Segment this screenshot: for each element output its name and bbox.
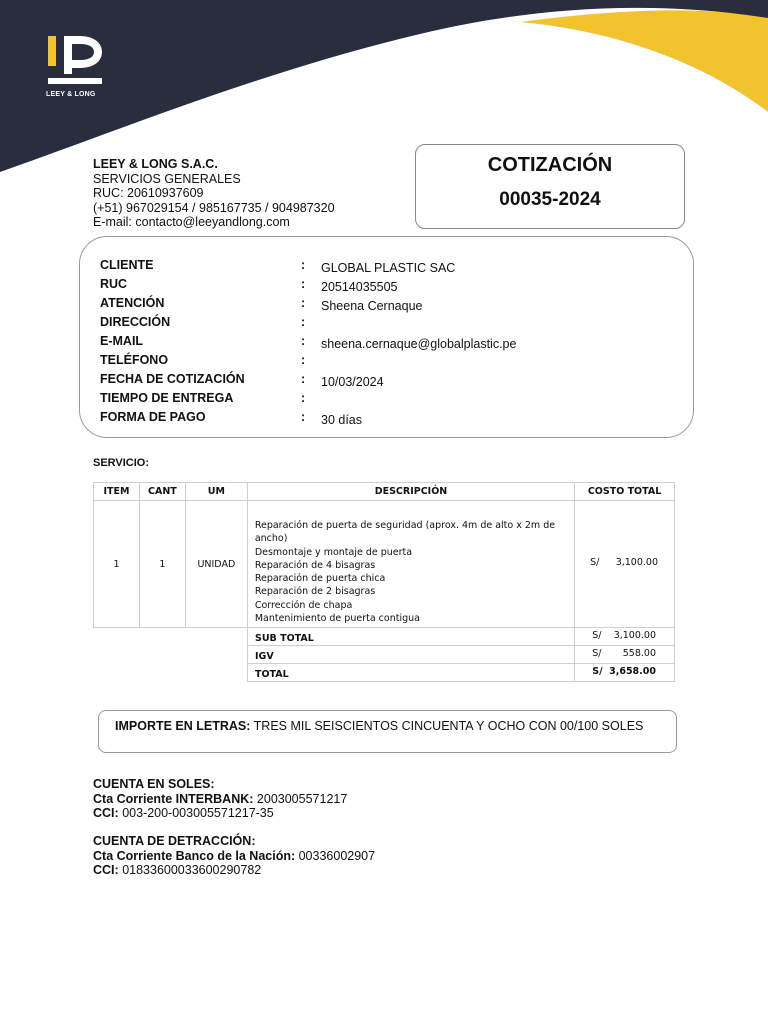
colon: : (301, 372, 306, 386)
colon: : (301, 391, 306, 405)
currency-symbol: S/ (590, 557, 600, 569)
desc-line: Reparación de puerta chica (254, 573, 386, 585)
client-label: DIRECCIÓN (100, 315, 171, 329)
client-info-box (79, 236, 694, 438)
client-label: FECHA DE COTIZACIÓN (100, 372, 245, 386)
colon: : (301, 353, 306, 367)
client-label: FORMA DE PAGO (100, 410, 206, 424)
cell-um: UNIDAD (185, 501, 247, 628)
desc-line: Reparación de 2 bisagras (254, 586, 376, 598)
client-row-fecha (100, 372, 680, 391)
header-cant: CANT (139, 483, 185, 501)
client-value: GLOBAL PLASTIC SAC (321, 261, 456, 275)
client-label: E-MAIL (100, 334, 144, 348)
client-value: Sheena Cernaque (321, 299, 423, 313)
service-table (93, 482, 675, 628)
client-row-telefono (100, 353, 680, 372)
header-costo-total: COSTO TOTAL (575, 483, 675, 501)
subtotal-label: SUB TOTAL (248, 628, 575, 646)
amount: 3,100.00 (613, 630, 656, 641)
client-value: 30 días (321, 413, 363, 427)
colon: : (301, 296, 306, 310)
colon: : (301, 334, 306, 348)
client-row-atencion (100, 296, 680, 315)
bank-heading: CUENTA DE DETRACCIÓN: (93, 834, 256, 848)
company-ruc: RUC: 20610937609 (93, 186, 204, 200)
header-item: ITEM (94, 483, 140, 501)
desc-line: Desmontaje y montaje de puerta (254, 546, 413, 558)
bank-account-detraccion (93, 834, 375, 878)
desc-line: Reparación de 4 bisagras (254, 559, 376, 571)
bank-heading: CUENTA EN SOLES: (93, 777, 215, 791)
bank-cci-label: CCI: (93, 863, 119, 877)
quote-title: COTIZACIÓN (487, 154, 613, 176)
company-email: E-mail: contacto@leeyandlong.com (93, 215, 290, 229)
amount: 3,658.00 (609, 666, 656, 677)
bank-cci-number: 003-200-003005571217-35 (122, 806, 274, 820)
amount-in-words (115, 719, 643, 733)
bank-cci-number: 01833600033600290782 (122, 863, 262, 877)
colon: : (301, 258, 306, 272)
bank-account-label: Cta Corriente INTERBANK: (93, 791, 254, 806)
totals-table (247, 627, 675, 682)
client-row-pago (100, 410, 680, 429)
desc-line: Mantenimiento de puerta contigua (254, 613, 420, 625)
total-label: TOTAL (248, 664, 575, 682)
bank-account-soles (93, 777, 347, 821)
client-row-ruc (100, 277, 680, 296)
table-row (94, 501, 675, 628)
bank-cci-label: CCI: (93, 806, 119, 820)
currency-symbol: S/ (592, 630, 602, 641)
client-row-cliente (100, 258, 680, 277)
currency-symbol: S/ (592, 648, 602, 659)
colon: : (301, 410, 306, 424)
cell-costo-total (575, 501, 675, 628)
bank-account-line (93, 792, 347, 807)
company-phones: (+51) 967029154 / 985167735 / 904987320 (93, 200, 335, 215)
header-descripcion: DESCRIPCIÓN (247, 483, 574, 501)
desc-line: Reparación de puerta de seguridad (aprox. 4m de alto x 2m de ancho) (254, 520, 556, 545)
client-label: TIEMPO DE ENTREGA (100, 391, 234, 405)
cell-cant: 1 (139, 501, 185, 628)
bank-account-number: 00336002907 (298, 848, 376, 863)
quote-number: 00035-2024 (499, 189, 601, 210)
igv-label: IGV (248, 646, 575, 664)
table-header-row (94, 483, 675, 501)
colon: : (301, 277, 306, 291)
colon: : (301, 315, 306, 329)
bank-account-label: Cta Corriente Banco de la Nación: (93, 848, 296, 863)
company-name: LEEY & LONG S.A.C. (93, 157, 218, 171)
total-row (248, 664, 675, 682)
client-label: TELÉFONO (100, 353, 169, 367)
desc-line: Corrección de chapa (254, 599, 353, 611)
header-um: UM (185, 483, 247, 501)
service-label: SERVICIO: (93, 457, 150, 469)
client-value: 20514035505 (321, 280, 398, 294)
cell-item: 1 (94, 501, 140, 628)
client-row-direccion (100, 315, 680, 334)
amount-in-words-box (98, 710, 677, 753)
amount: 3,100.00 (615, 557, 658, 569)
client-label: ATENCIÓN (100, 296, 165, 310)
client-row-email (100, 334, 680, 353)
quote-box (415, 144, 685, 229)
bank-account-line (93, 849, 375, 864)
igv-value (575, 646, 675, 664)
client-value: sheena.cernaque@globalplastic.pe (321, 337, 517, 351)
total-value (575, 664, 675, 682)
company-info (93, 157, 335, 230)
bank-cci-line (93, 806, 347, 821)
client-label: RUC (100, 277, 128, 291)
subtotal-row (248, 628, 675, 646)
company-subtitle: SERVICIOS GENERALES (93, 171, 241, 186)
money-value (575, 557, 674, 571)
amount-in-words-label: IMPORTE EN LETRAS: (115, 719, 251, 733)
logo-text: LEEY & LONG (46, 91, 96, 98)
subtotal-value (575, 628, 675, 646)
igv-row (248, 646, 675, 664)
client-value: 10/03/2024 (321, 375, 384, 389)
yellow-swoosh (520, 10, 768, 112)
bank-account-number: 2003005571217 (256, 791, 348, 806)
amount-in-words-value: TRES MIL SEISCIENTOS CINCUENTA Y OCHO CON 00/100 SOLES (253, 719, 644, 733)
amount: 558.00 (622, 648, 656, 659)
client-label: CLIENTE (100, 258, 154, 272)
cell-descripcion (247, 501, 574, 628)
bank-cci-line (93, 863, 375, 878)
client-row-tiempo (100, 391, 680, 410)
currency-symbol: S/ (592, 666, 603, 677)
